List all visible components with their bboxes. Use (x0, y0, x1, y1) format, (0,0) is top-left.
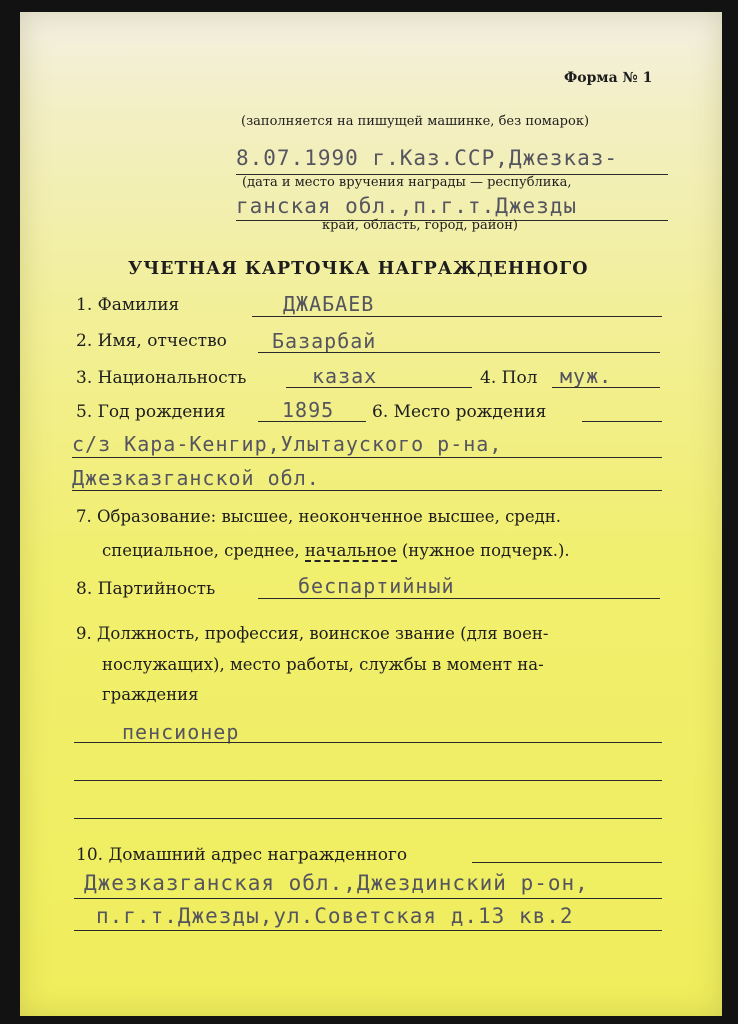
award-caption2: край, область, город, район) (322, 218, 518, 233)
party-value: беспартийный (298, 574, 455, 598)
position-underline-1 (74, 742, 662, 743)
position-line1: 9. Должность, профессия, воинское звание (для воен- (76, 624, 549, 643)
address-label: 10. Домашний адрес награжденного (76, 845, 408, 865)
birth-place-line1: с/з Кара-Кенгир,Улытауского р-на, (72, 432, 503, 456)
award-record-card (20, 12, 722, 1016)
education-line1: 7. Образование: высшее, неоконченное высшее, средн. (76, 507, 562, 526)
birth-place-line2: Джезказганской обл. (72, 466, 320, 490)
education-selected: начальное (304, 541, 397, 560)
education-note: (нужное подчерк.). (396, 541, 570, 560)
birth-year-underline (258, 421, 366, 422)
award-date-place-line2: ганская обл.,п.г.т.Джезды (236, 194, 578, 218)
position-line2: нослужащих), место работы, службы в момент на- (102, 655, 544, 674)
name-label: 2. Имя, отчество (76, 331, 227, 351)
birth-place-underline-1 (72, 457, 662, 458)
birth-place-underline-first (582, 421, 662, 422)
address-underline-first (472, 862, 662, 863)
birth-place-underline-2 (72, 490, 662, 491)
sex-value: муж. (560, 364, 613, 388)
position-line3: граждения (102, 685, 199, 704)
birth-year-value: 1895 (282, 398, 335, 422)
award-caption1: (дата и место вручения награды — республика, (242, 175, 572, 190)
position-underline-2 (74, 780, 662, 781)
party-underline (258, 598, 660, 599)
nationality-label: 3. Национальность (76, 368, 247, 388)
education-line2 (102, 541, 570, 560)
education-options: специальное, среднее, (102, 541, 305, 560)
address-line2: п.г.т.Джезды,ул.Советская д.13 кв.2 (96, 904, 574, 928)
form-label: Форма № 1 (564, 70, 653, 86)
award-date-place-line1: 8.07.1990 г.Каз.ССР,Джезказ- (236, 146, 619, 170)
surname-underline (252, 316, 662, 317)
position-value: пенсионер (122, 720, 240, 744)
address-line1: Джезказганская обл.,Джездинский р-он, (84, 871, 589, 895)
nationality-value: казах (312, 364, 378, 388)
position-underline-3 (74, 818, 662, 819)
sex-underline (552, 387, 660, 388)
sex-label: 4. Пол (480, 368, 538, 388)
party-label: 8. Партийность (76, 579, 216, 599)
fill-instruction: (заполняется на пишущей машинке, без помарок) (241, 114, 590, 129)
nationality-underline (286, 387, 472, 388)
address-underline-2 (74, 930, 662, 931)
address-underline-1 (74, 898, 662, 899)
surname-value: ДЖАБАЕВ (283, 292, 375, 316)
name-underline (258, 352, 660, 353)
surname-label: 1. Фамилия (76, 295, 180, 315)
birth-place-label: 6. Место рождения (372, 402, 547, 422)
birth-year-label: 5. Год рождения (76, 402, 226, 422)
card-title: УЧЕТНАЯ КАРТОЧКА НАГРАЖДЕННОГО (128, 259, 589, 279)
name-value: Базарбай (272, 329, 377, 353)
